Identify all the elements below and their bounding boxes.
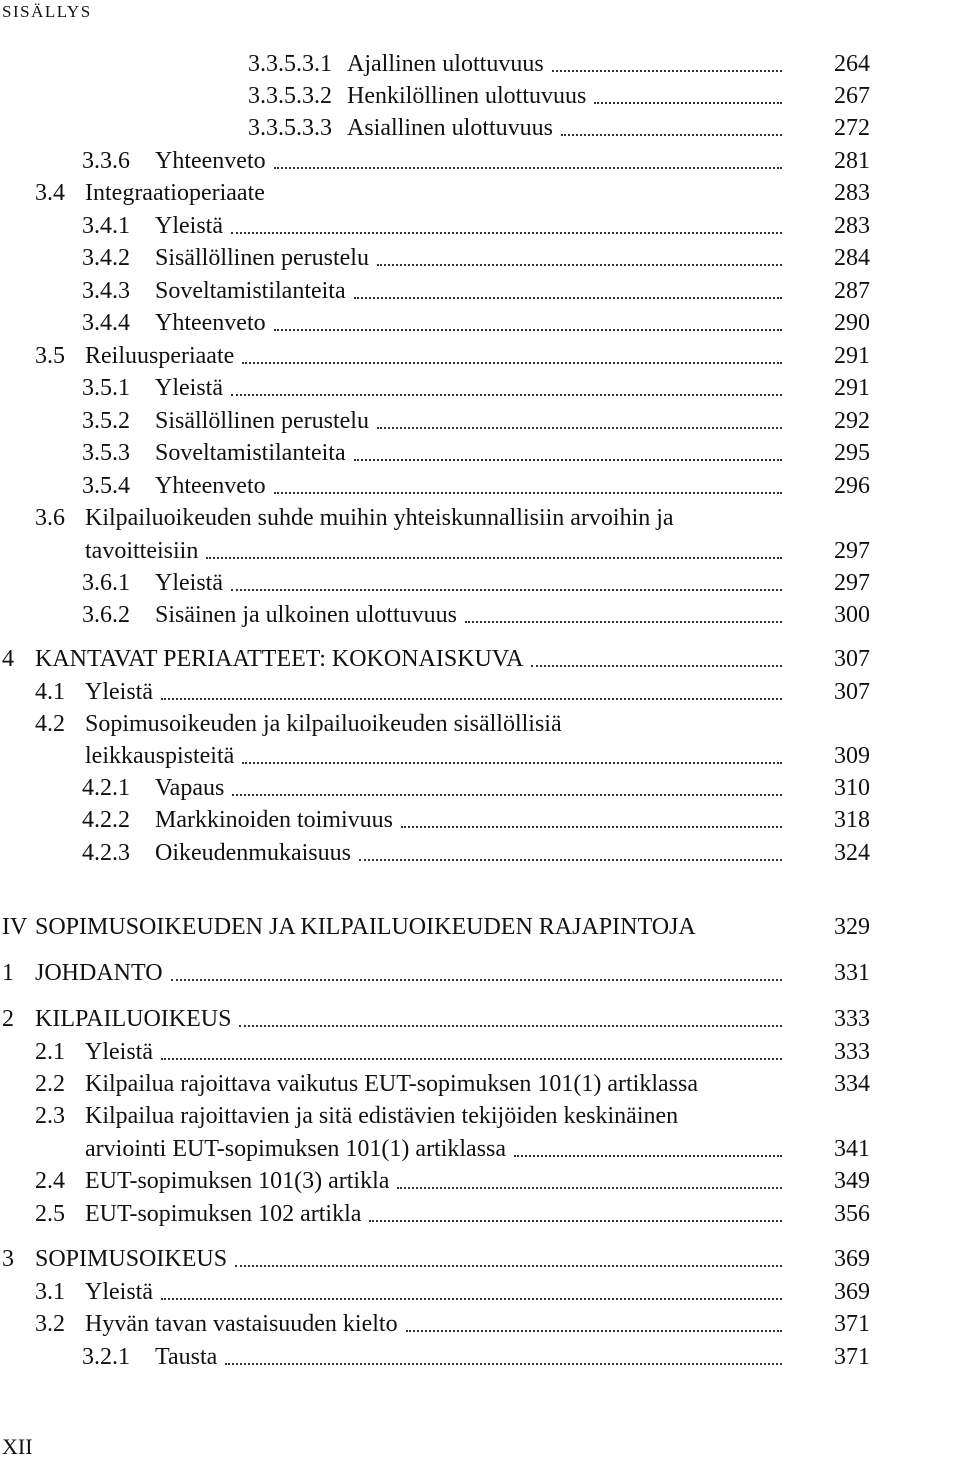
dot-leader bbox=[274, 167, 782, 169]
toc-entry-number: 3.3.6 bbox=[82, 148, 130, 174]
toc-entry-page: 307 bbox=[834, 679, 870, 705]
toc-entry-title: Yleistä bbox=[85, 679, 153, 705]
toc-entry-page: 334 bbox=[834, 1071, 870, 1097]
toc-entry-page: 371 bbox=[834, 1311, 870, 1337]
toc-entry-number: 3.6.2 bbox=[82, 602, 130, 628]
dot-leader bbox=[235, 1265, 782, 1267]
toc-entry-title: EUT-sopimuksen 101(3) artikla bbox=[85, 1168, 390, 1194]
dot-leader bbox=[377, 264, 782, 266]
toc-entry-page: 310 bbox=[834, 775, 870, 801]
toc-entry-page: 300 bbox=[834, 602, 870, 628]
toc-entry-page: 272 bbox=[834, 115, 870, 141]
toc-entry-title: Hyvän tavan vastaisuuden kielto bbox=[85, 1311, 398, 1337]
toc-entry-title: Asiallinen ulottuvuus bbox=[347, 115, 553, 141]
dot-leader bbox=[561, 134, 782, 136]
toc-entry-page: 329 bbox=[834, 914, 870, 940]
toc-entry-title: Sisäinen ja ulkoinen ulottuvuus bbox=[155, 602, 457, 628]
toc-entry-title: KILPAILUOIKEUS bbox=[35, 1006, 232, 1032]
toc-entry-title: Yleistä bbox=[155, 213, 223, 239]
toc-entry-number: 3.4.2 bbox=[82, 245, 130, 271]
toc-entry-page: 333 bbox=[834, 1039, 870, 1065]
dot-leader bbox=[397, 1187, 782, 1189]
toc-entry-page: 264 bbox=[834, 51, 870, 77]
toc-entry-title: Yleistä bbox=[155, 570, 223, 596]
dot-leader bbox=[274, 329, 782, 331]
toc-entry-number: 3.5.2 bbox=[82, 408, 130, 434]
toc-entry-number: 3 bbox=[2, 1246, 14, 1272]
toc-entry-title: Sopimusoikeuden ja kilpailuoikeuden sisällöllisiä bbox=[85, 711, 562, 737]
toc-entry-page: 290 bbox=[834, 310, 870, 336]
toc-entry-number: 2 bbox=[2, 1006, 14, 1032]
toc-entry-number: 3.5 bbox=[35, 343, 65, 369]
toc-entry-page: 295 bbox=[834, 440, 870, 466]
toc-entry-number: 4.2 bbox=[35, 711, 65, 737]
toc-entry-page: 318 bbox=[834, 807, 870, 833]
toc-entry-title: Yleistä bbox=[85, 1039, 153, 1065]
running-header: SISÄLLYS bbox=[2, 2, 92, 21]
toc-entry-number: 4.1 bbox=[35, 679, 65, 705]
dot-leader bbox=[552, 70, 782, 72]
toc-entry-page: 281 bbox=[834, 148, 870, 174]
dot-leader bbox=[274, 492, 782, 494]
toc-entry-number: 3.1 bbox=[35, 1279, 65, 1305]
toc-entry-title: Reiluusperiaate bbox=[85, 343, 235, 369]
toc-entry-number: 2.4 bbox=[35, 1168, 65, 1194]
dot-leader bbox=[171, 979, 782, 981]
dot-leader bbox=[401, 826, 782, 828]
toc-entry-page: 324 bbox=[834, 840, 870, 866]
dot-leader bbox=[354, 297, 782, 299]
toc-entry-title: JOHDANTO bbox=[35, 960, 163, 986]
toc-entry-title: Yleistä bbox=[155, 375, 223, 401]
dot-leader bbox=[369, 1220, 782, 1222]
toc-entry-number: 3.3.5.3.2 bbox=[248, 83, 332, 109]
toc-entry-title: Henkilöllinen ulottuvuus bbox=[347, 83, 587, 109]
toc-entry-page: 369 bbox=[834, 1246, 870, 1272]
toc-entry-page: 296 bbox=[834, 473, 870, 499]
toc-entry-title: Oikeudenmukaisuus bbox=[155, 840, 351, 866]
toc-entry-page: 309 bbox=[834, 743, 870, 769]
toc-entry-page: 297 bbox=[834, 570, 870, 596]
toc-entry-page: 283 bbox=[834, 213, 870, 239]
dot-leader bbox=[232, 794, 782, 796]
toc-entry-number: 3.3.5.3.3 bbox=[248, 115, 332, 141]
toc-entry-title: Ajallinen ulottuvuus bbox=[347, 51, 544, 77]
toc-entry-title: leikkauspisteitä bbox=[85, 743, 235, 769]
toc-entry-number: 4.2.2 bbox=[82, 807, 130, 833]
toc-entry-page: 371 bbox=[834, 1344, 870, 1370]
toc-entry-title: SOPIMUSOIKEUS bbox=[35, 1246, 228, 1272]
toc-entry-number: 2.5 bbox=[35, 1201, 65, 1227]
dot-leader bbox=[161, 1058, 782, 1060]
dot-leader bbox=[231, 394, 782, 396]
toc-entry-title: Integraatioperiaate bbox=[85, 180, 265, 206]
toc-entry-page: 307 bbox=[834, 646, 870, 672]
toc-entry-page: 331 bbox=[834, 960, 870, 986]
toc-entry-page: 283 bbox=[834, 180, 870, 206]
toc-entry-title: Markkinoiden toimivuus bbox=[155, 807, 393, 833]
toc-entry-number: 3.4.3 bbox=[82, 278, 130, 304]
toc-entry-number: 4.2.3 bbox=[82, 840, 130, 866]
page-number: XII bbox=[2, 1434, 33, 1459]
toc-entry-page: 291 bbox=[834, 343, 870, 369]
toc-entry-title: Tausta bbox=[155, 1344, 218, 1370]
toc-entry-title: Kilpailua rajoittavien ja sitä edistävien tekijöiden keskinäinen bbox=[85, 1103, 679, 1129]
toc-entry-number: 3.2.1 bbox=[82, 1344, 130, 1370]
toc-entry-title: Yhteenveto bbox=[155, 473, 266, 499]
toc-entry-number: 3.6 bbox=[35, 505, 65, 531]
dot-leader bbox=[531, 665, 782, 667]
dot-leader bbox=[514, 1155, 782, 1157]
toc-entry-number: 3.5.1 bbox=[82, 375, 130, 401]
dot-leader bbox=[406, 1330, 782, 1332]
toc-entry-title: Soveltamistilanteita bbox=[155, 278, 346, 304]
toc-entry-title: Sisällöllinen perustelu bbox=[155, 245, 369, 271]
toc-entry-page: 297 bbox=[834, 538, 870, 564]
toc-entry-number: 2.3 bbox=[35, 1103, 65, 1129]
toc-entry-number: 2.2 bbox=[35, 1071, 65, 1097]
toc-entry-number: 2.1 bbox=[35, 1039, 65, 1065]
toc-entry-title: Yhteenveto bbox=[155, 148, 266, 174]
toc-entry-title: arviointi EUT-sopimuksen 101(1) artiklassa bbox=[85, 1136, 507, 1162]
toc-entry-number: 3.4.4 bbox=[82, 310, 130, 336]
dot-leader bbox=[239, 1025, 782, 1027]
toc-entry-title: KANTAVAT PERIAATTEET: KOKONAISKUVA bbox=[35, 646, 524, 672]
toc-entry-title: Kilpailuoikeuden suhde muihin yhteiskunnallisiin arvoihin ja bbox=[85, 505, 674, 531]
toc-entry-page: 267 bbox=[834, 83, 870, 109]
dot-leader bbox=[354, 459, 782, 461]
dot-leader bbox=[161, 698, 782, 700]
dot-leader bbox=[225, 1363, 782, 1365]
toc-entry-number: 3.5.3 bbox=[82, 440, 130, 466]
dot-leader bbox=[377, 427, 782, 429]
toc-entry-number: 3.2 bbox=[35, 1311, 65, 1337]
toc-entry-title: Kilpailua rajoittava vaikutus EUT-sopimuksen 101(1) artiklassa bbox=[85, 1071, 698, 1097]
toc-entry-page: 292 bbox=[834, 408, 870, 434]
toc-entry-page: 356 bbox=[834, 1201, 870, 1227]
toc-entry-number: 3.4 bbox=[35, 180, 65, 206]
toc-entry-page: 369 bbox=[834, 1279, 870, 1305]
toc-entry-page: 291 bbox=[834, 375, 870, 401]
toc-entry-number: 3.6.1 bbox=[82, 570, 130, 596]
toc-entry-title: Vapaus bbox=[155, 775, 225, 801]
dot-leader bbox=[359, 859, 782, 861]
dot-leader bbox=[242, 362, 782, 364]
toc-entry-title: Soveltamistilanteita bbox=[155, 440, 346, 466]
dot-leader bbox=[231, 232, 782, 234]
toc-entry-page: 284 bbox=[834, 245, 870, 271]
toc-entry-number: 4 bbox=[2, 646, 14, 672]
dot-leader bbox=[231, 589, 782, 591]
toc-entry-page: 341 bbox=[834, 1136, 870, 1162]
toc-entry-number: 3.3.5.3.1 bbox=[248, 51, 332, 77]
dot-leader bbox=[161, 1298, 782, 1300]
toc-entry-title: Sisällöllinen perustelu bbox=[155, 408, 369, 434]
toc-entry-number: IV bbox=[2, 914, 28, 940]
toc-entry-page: 333 bbox=[834, 1006, 870, 1032]
toc-entry-page: 287 bbox=[834, 278, 870, 304]
toc-entry-title: tavoitteisiin bbox=[85, 538, 199, 564]
dot-leader bbox=[206, 557, 782, 559]
dot-leader bbox=[242, 762, 782, 764]
dot-leader bbox=[465, 621, 782, 623]
toc-entry-title: Yleistä bbox=[85, 1279, 153, 1305]
toc-entry-title: EUT-sopimuksen 102 artikla bbox=[85, 1201, 362, 1227]
toc-entry-title: Yhteenveto bbox=[155, 310, 266, 336]
toc-entry-number: 1 bbox=[2, 960, 14, 986]
dot-leader bbox=[594, 102, 782, 104]
toc-entry-number: 3.4.1 bbox=[82, 213, 130, 239]
toc-entry-title: SOPIMUSOIKEUDEN JA KILPAILUOIKEUDEN RAJAPINTOJA bbox=[35, 914, 696, 940]
toc-entry-number: 3.5.4 bbox=[82, 473, 130, 499]
toc-entry-number: 4.2.1 bbox=[82, 775, 130, 801]
toc-entry-page: 349 bbox=[834, 1168, 870, 1194]
